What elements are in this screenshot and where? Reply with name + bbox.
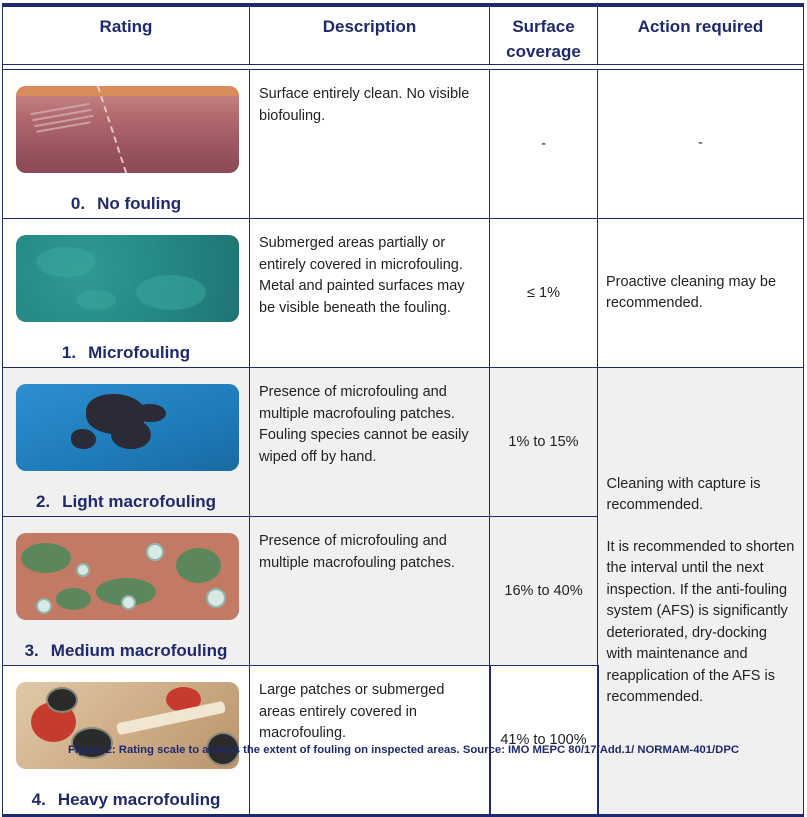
action-cell: Proactive cleaning may be recommended. [598, 219, 804, 368]
medium-macrofouling-photo [16, 533, 239, 620]
rating-cell [3, 517, 250, 666]
header-description: Description [250, 5, 490, 65]
rating-label: 3. Medium macrofouling [24, 641, 228, 660]
header-rating: Rating [3, 5, 250, 65]
action-paragraph: It is recommended to shorten the interval until the next inspection. If the anti-fouling system (AFS) is significantly deteriorated, dry-docking with maintenance and reapplication of the AFS is recommended. [606, 538, 795, 705]
table-row [3, 368, 804, 517]
action-cell: - [598, 70, 804, 219]
rating-label: 1. Microfouling [61, 343, 191, 362]
description-cell: Presence of microfouling and multiple macrofouling patches. [250, 517, 490, 666]
coverage-cell: - [490, 70, 598, 219]
header-coverage: Surface coverage [490, 5, 598, 65]
rating-label: 4. Heavy macrofouling [31, 790, 221, 809]
coverage-cell: 1% to 15% [490, 368, 598, 517]
rating-label: 2. Light macrofouling [35, 492, 217, 511]
description-cell: Surface entirely clean. No visible biofouling. [250, 70, 490, 219]
rating-cell [3, 219, 250, 368]
light-macrofouling-photo [16, 384, 239, 471]
description-cell: Presence of microfouling and multiple macrofouling patches. Fouling species cannot be easily wiped off by hand. [250, 368, 490, 517]
coverage-cell: ≤ 1% [490, 219, 598, 368]
coverage-cell: 16% to 40% [490, 517, 598, 666]
fouling-rating-table [2, 3, 804, 817]
rating-cell [3, 70, 250, 219]
header-action: Action required [598, 5, 804, 65]
description-cell: Large patches or submerged areas entirely covered in macrofouling. [250, 666, 490, 816]
coverage-cell: 41% to 100% [490, 666, 598, 816]
table-row [3, 219, 804, 368]
action-paragraph: Cleaning with capture is recommended. [606, 475, 761, 513]
description-cell: Submerged areas partially or entirely covered in microfouling. Metal and painted surfaces may be visible beneath the fouling. [250, 219, 490, 368]
clean-hull-photo [16, 86, 239, 173]
table-row [3, 70, 804, 219]
header-row [3, 5, 804, 65]
rating-cell [3, 666, 250, 816]
microfouling-photo [16, 235, 239, 322]
rating-cell [3, 368, 250, 517]
figure-caption: Figure 2: Rating scale to assess the extent of fouling on inspected areas. Source: IMO MEPC 80/17/Add.1/ NORMAM-401/DPC [67, 744, 740, 756]
rating-label: 0. No fouling [70, 194, 182, 213]
